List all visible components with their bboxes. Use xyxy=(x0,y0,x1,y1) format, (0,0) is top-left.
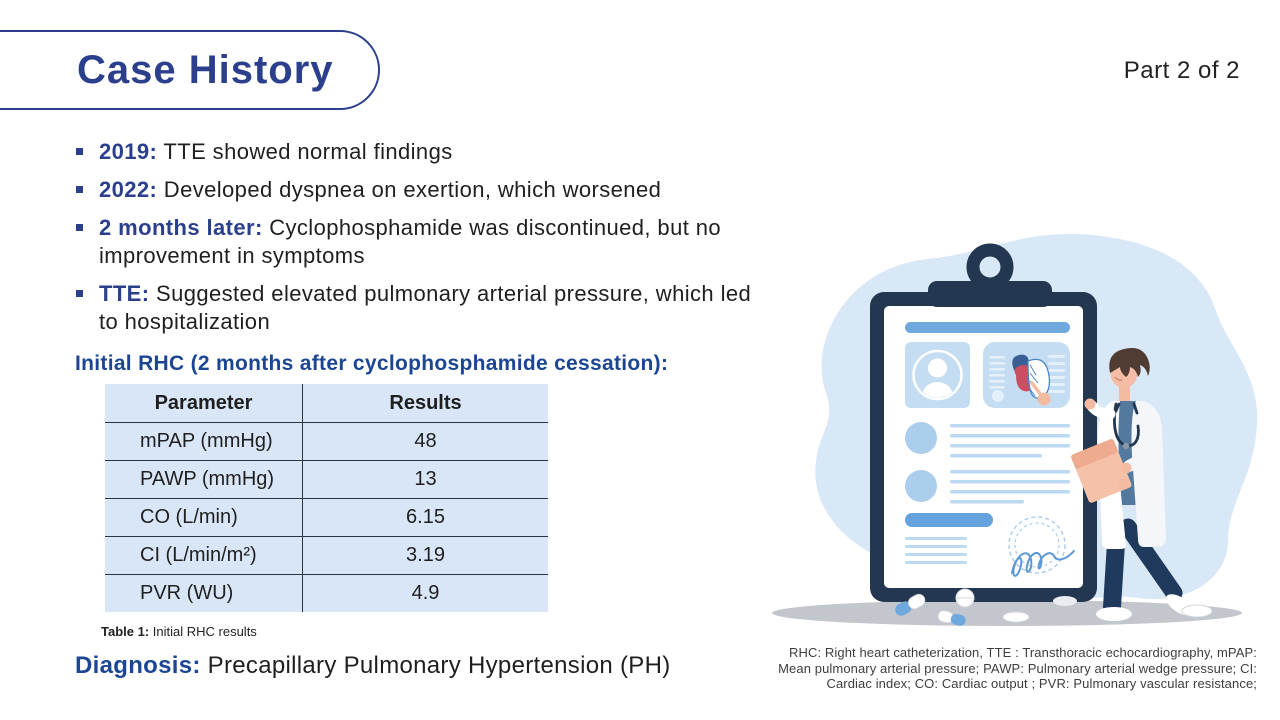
table-cell-parameter: CO (L/min) xyxy=(105,499,303,536)
table-cell-result: 3.19 xyxy=(406,544,445,566)
clipboard-clip xyxy=(928,281,1052,307)
diagnosis-line xyxy=(75,652,671,680)
paper-title-bar xyxy=(905,322,1070,333)
table-caption-text: Initial RHC results xyxy=(149,624,257,639)
tablet xyxy=(1003,612,1029,622)
bullet-list xyxy=(76,138,766,346)
table-header-parameter: Parameter xyxy=(105,384,303,422)
bullet-prefix: 2022: xyxy=(99,177,158,202)
table-row xyxy=(105,461,548,499)
bullet-body: Developed dyspnea on exertion, which worsened xyxy=(163,177,662,202)
part-indicator: Part 2 of 2 xyxy=(1123,57,1240,84)
hand-under-folder xyxy=(1119,479,1130,490)
bullet-square-icon xyxy=(76,148,83,155)
bullet-square-icon xyxy=(76,186,83,193)
abbreviations-footnote: RHC: Right heart catheterization, TTE : Transthoracic echocardiography, mPAP: Mean pulmonary arterial pressure; PAWP: Pulmonary arterial wedge pressure; CI: Cardiac index; CO: Cardiac output ; PVR: Pulmonary vascular resistance; xyxy=(778,645,1257,692)
bullet-body: Cyclophosphamide was discontinued, but no improvement in symptoms xyxy=(99,215,721,268)
bullet-body: Suggested elevated pulmonary arterial pressure, which led to hospitalization xyxy=(99,281,752,334)
shoe-left xyxy=(1096,607,1132,621)
bullet-prefix: 2019: xyxy=(99,139,158,164)
table-row xyxy=(105,575,548,612)
bullet-square-icon xyxy=(76,290,83,297)
title-box xyxy=(0,30,380,110)
paper-section-bar xyxy=(905,513,993,527)
table-cell-result: 13 xyxy=(414,468,437,490)
doctor-clipboard-illustration xyxy=(760,215,1280,660)
bullet-text xyxy=(99,280,754,336)
rhc-section-heading: Initial RHC (2 months after cyclophosphamide cessation): xyxy=(75,352,669,375)
bullet-item-2019 xyxy=(76,138,766,166)
table-row xyxy=(105,537,548,575)
table-cell-parameter: mPAP (mmHg) xyxy=(105,423,303,460)
table-cell-parameter: PVR (WU) xyxy=(105,575,303,612)
table-cell-result: 4.9 xyxy=(411,582,440,604)
bullet-item-tte xyxy=(76,280,766,336)
bullet-square-icon xyxy=(76,224,83,231)
bullet-body: TTE showed normal findings xyxy=(163,139,453,164)
bullet-text xyxy=(99,138,453,166)
page-title: Case History xyxy=(77,47,334,92)
table-caption-label: Table 1: xyxy=(101,624,150,639)
table-header-row xyxy=(105,384,548,423)
bullet-item-2022 xyxy=(76,176,766,204)
tablet xyxy=(1182,605,1212,617)
table-caption xyxy=(101,624,257,639)
diagnosis-label: Diagnosis: xyxy=(75,652,201,679)
table-cell-result: 48 xyxy=(414,430,437,452)
table-cell-result: 6.15 xyxy=(406,506,445,528)
table-row xyxy=(105,423,548,461)
bullet-prefix: TTE: xyxy=(99,281,150,306)
bullet-item-2-months-later xyxy=(76,214,766,270)
bullet-text xyxy=(99,214,754,270)
tablet xyxy=(1053,596,1077,606)
table-row xyxy=(105,499,548,537)
table-header-results: Results xyxy=(389,391,462,414)
paper-circle-2 xyxy=(905,470,937,502)
scan-dot xyxy=(992,390,1004,402)
rhc-table xyxy=(105,384,548,612)
hand-on-folder xyxy=(1121,463,1132,474)
table-cell-parameter: PAWP (mmHg) xyxy=(105,461,303,498)
paper-circle-1 xyxy=(905,422,937,454)
bullet-text xyxy=(99,176,661,204)
bullet-prefix: 2 months later: xyxy=(99,215,263,240)
hand-on-clipboard xyxy=(1085,399,1096,410)
table-cell-parameter: CI (L/min/m²) xyxy=(105,537,303,574)
diagnosis-text: Precapillary Pulmonary Hypertension (PH) xyxy=(200,652,671,679)
